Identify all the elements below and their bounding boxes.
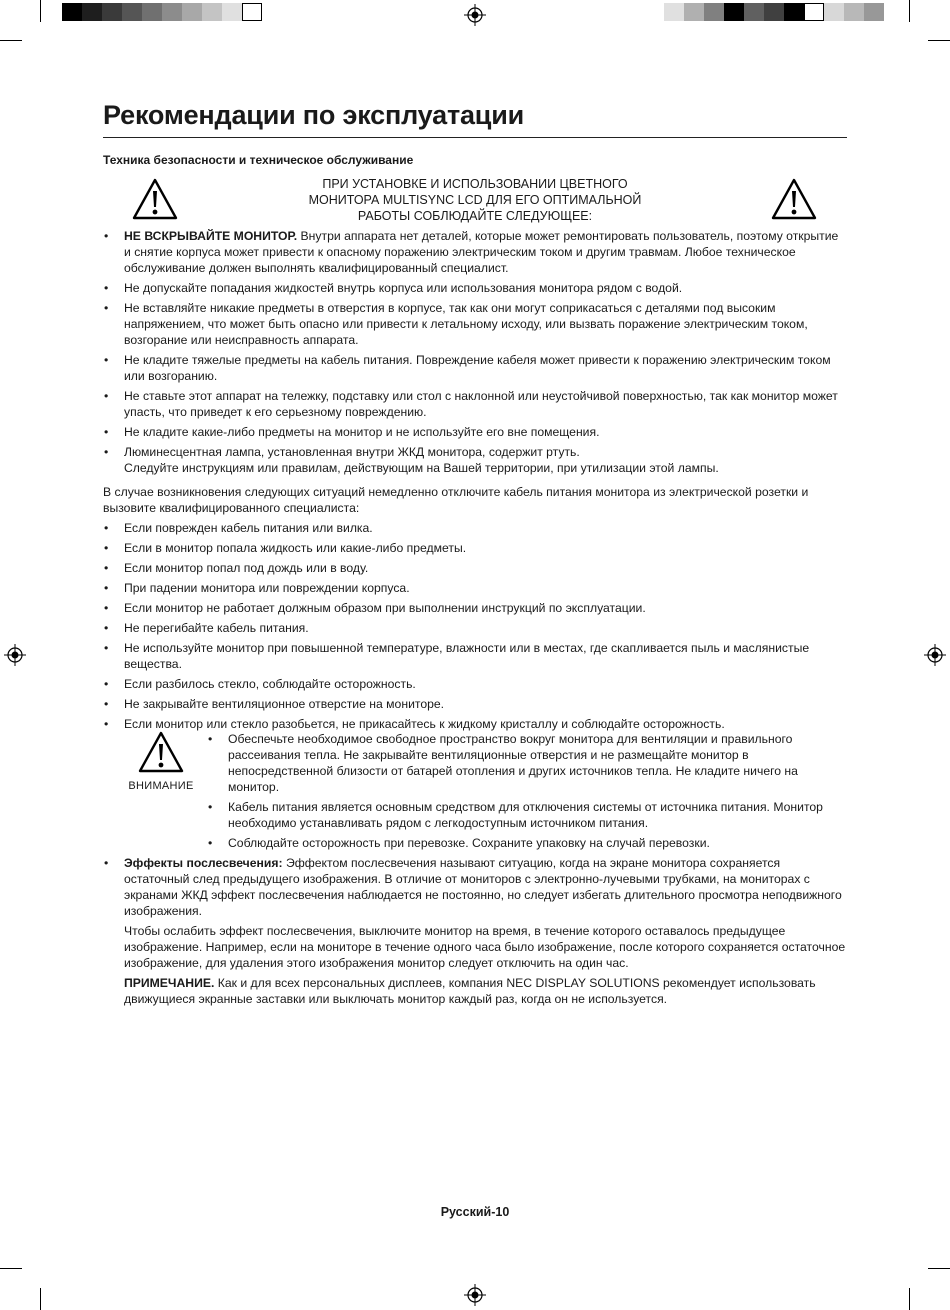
registration-mark-icon	[464, 1284, 486, 1306]
list-item	[103, 300, 848, 348]
color-swatch	[222, 3, 242, 21]
color-swatch	[864, 3, 884, 21]
list-item	[103, 352, 848, 384]
list-item: • Соблюдайте осторожность при перевозке. Сохраните упаковку на случай перевозки.	[207, 835, 847, 851]
list-item: • Обеспечьте необходимое свободное пространство вокруг монитора для вентиляции и правильного рассеивания тепла. Не закрывайте вентиляционные отверстия и не размещайте монитор в непосредственной близости от батарей отопления и других источников тепла. Не кладите ничего на монитор.	[207, 731, 847, 795]
color-bar-left	[62, 3, 262, 21]
color-swatch	[242, 3, 262, 21]
list-item-text: Не допускайте попадания жидкостей внутрь корпуса или использования монитора рядом с водой.	[124, 281, 683, 295]
list-item-text: Не кладите какие-либо предметы на монитор и не используйте его вне помещения.	[124, 425, 600, 439]
list-item-text: Не ставьте этот аппарат на тележку, подставку или стол с наклонной или неустойчивой поверхностью, так как монитор может упасть, что приведет к его серьезному повреждению.	[124, 389, 838, 419]
safety-list	[103, 228, 848, 476]
warning-banner-line: РАБОТЫ СОБЛЮДАЙТЕ СЛЕДУЮЩЕЕ:	[357, 209, 593, 223]
color-swatch	[844, 3, 864, 21]
list-item-bold: НЕ ВСКРЫВАЙТЕ МОНИТОР.	[124, 229, 298, 243]
caution-list-wrap	[207, 731, 847, 855]
crop-mark	[909, 1288, 910, 1310]
crop-mark	[40, 0, 41, 22]
color-swatch	[684, 3, 704, 21]
color-swatch	[804, 3, 824, 21]
unplug-intro: В случае возникновения следующих ситуаций немедленно отключите кабель питания монитора из электрической розетки и вызовите квалифицированного специалиста:	[103, 485, 809, 515]
color-swatch	[202, 3, 222, 21]
list-item	[103, 280, 848, 296]
warning-triangle-icon	[138, 731, 184, 773]
registration-mark-icon	[4, 644, 26, 666]
color-swatch	[102, 3, 122, 21]
caution-label: ВНИМАНИЕ	[128, 780, 194, 792]
color-swatch	[704, 3, 724, 21]
list-item	[103, 228, 848, 276]
crop-mark	[0, 1268, 22, 1269]
color-bar-right	[664, 3, 884, 21]
list-item: • Если монитор попал под дождь или в воду.	[103, 560, 848, 576]
color-swatch	[142, 3, 162, 21]
list-item: • Если в монитор попала жидкость или какие-либо предметы.	[103, 540, 848, 556]
color-swatch	[724, 3, 744, 21]
caution-list	[207, 731, 847, 851]
unplug-list	[103, 520, 848, 732]
warning-banner-line: МОНИТОРА MULTISYNC LCD ДЛЯ ЕГО ОПТИМАЛЬНОЙ	[308, 193, 642, 207]
registration-mark-icon	[924, 644, 946, 666]
color-swatch	[664, 3, 684, 21]
warning-banner	[250, 176, 700, 224]
list-item-text: Не вставляйте никакие предметы в отверстия в корпусе, так как они могут соприкасаться с деталями под высоким напряжением, что может быть опасно или привести к летальному исходу, или вызвать поражение электрическим током, возгорание или неисправность аппарата.	[124, 301, 808, 347]
list-item: • Если разбилось стекло, соблюдайте осторожность.	[103, 676, 848, 692]
note-text: Как и для всех персональных дисплеев, компания NEC DISPLAY SOLUTIONS рекомендует использовать движущиеся экранные заставки или выключать монитор каждый раз, когда он не используется.	[124, 976, 816, 1006]
afterimage-text: Эффектом послесвечения называют ситуацию, когда на экране монитора сохраняется остаточный след предыдущего изображения. В отличие от мониторов с электронно-лучевыми трубками, на мониторах с экранами ЖКД эффект послесвечения наблюдается не постоянно, но следует избегать длительного просмотра неподвижного изображения.	[124, 856, 842, 918]
crop-mark	[0, 40, 22, 41]
crop-mark	[40, 1288, 41, 1310]
color-swatch	[824, 3, 844, 21]
registration-mark-icon	[464, 4, 486, 26]
crop-mark	[928, 1268, 950, 1269]
color-swatch	[162, 3, 182, 21]
list-item	[103, 388, 848, 420]
page-title: Рекомендации по эксплуатации	[103, 100, 524, 130]
color-swatch	[82, 3, 102, 21]
list-item: • Не закрывайте вентиляционное отверстие на мониторе.	[103, 696, 848, 712]
warning-triangle-icon	[132, 178, 178, 220]
title-rule	[103, 137, 847, 138]
crop-mark	[928, 40, 950, 41]
color-swatch	[182, 3, 202, 21]
list-item: • Если монитор или стекло разобьется, не прикасайтесь к жидкому кристаллу и соблюдайте осторожность.	[103, 716, 848, 732]
list-item	[103, 444, 848, 476]
color-swatch	[784, 3, 804, 21]
list-item: • Кабель питания является основным средством для отключения системы от источника питания. Монитор необходимо устанавливать рядом с легкодоступным источником питания.	[207, 799, 847, 831]
afterimage-heading: Эффекты послесвечения:	[124, 856, 283, 870]
list-item	[103, 855, 848, 1007]
list-item: • Если монитор не работает должным образом при выполнении инструкций по эксплуатации.	[103, 600, 848, 616]
crop-mark	[909, 0, 910, 22]
list-item	[103, 424, 848, 440]
page-number: Русский-10	[440, 1205, 510, 1219]
list-item: • Если поврежден кабель питания или вилка.	[103, 520, 848, 536]
list-item: • При падении монитора или повреждении корпуса.	[103, 580, 848, 596]
caution-icon-group	[121, 731, 201, 792]
list-item-text: Не кладите тяжелые предметы на кабель питания. Повреждение кабеля может привести к поражению электрическим током или возгоранию.	[124, 353, 831, 383]
afterimage-list	[103, 855, 848, 1007]
list-item: • Не перегибайте кабель питания.	[103, 620, 848, 636]
afterimage-paragraph: Чтобы ослабить эффект послесвечения, выключите монитор на время, в течение которого оставалось предыдущее изображение. Например, если на мониторе в течение одного часа было изображение, после которого сохраняется остаточное изображение, для удаления этого изображения монитор следует отключить на один час.	[124, 924, 846, 970]
note-paragraph	[124, 975, 848, 1007]
warning-banner-line: ПРИ УСТАНОВКЕ И ИСПОЛЬЗОВАНИИ ЦВЕТНОГО	[322, 177, 628, 191]
list-item: • Не используйте монитор при повышенной температуре, влажности или в местах, где скапливается пыль и маслянистые вещества.	[103, 640, 848, 672]
afterimage-section	[103, 855, 848, 1011]
color-swatch	[62, 3, 82, 21]
list-item-text: Внутри аппарата нет деталей, которые может ремонтировать пользователь, поэтому открытие и снятие корпуса может привести к опасному поражению электрическим током и другим травмам. Любое техническое обслуживание должен выполнять квалифицированный специалист.	[124, 229, 839, 275]
color-swatch	[122, 3, 142, 21]
color-swatch	[764, 3, 784, 21]
note-label: ПРИМЕЧАНИЕ.	[124, 976, 215, 990]
list-item-text: Люминесцентная лампа, установленная внутри ЖКД монитора, содержит ртуть.	[124, 445, 580, 459]
color-swatch	[744, 3, 764, 21]
warning-triangle-icon	[771, 178, 817, 220]
list-item-text: Следуйте инструкциям или правилам, действующим на Вашей территории, при утилизации этой лампы.	[124, 461, 719, 475]
safety-section	[103, 228, 848, 736]
section-heading: Техника безопасности и техническое обслуживание	[103, 153, 414, 167]
